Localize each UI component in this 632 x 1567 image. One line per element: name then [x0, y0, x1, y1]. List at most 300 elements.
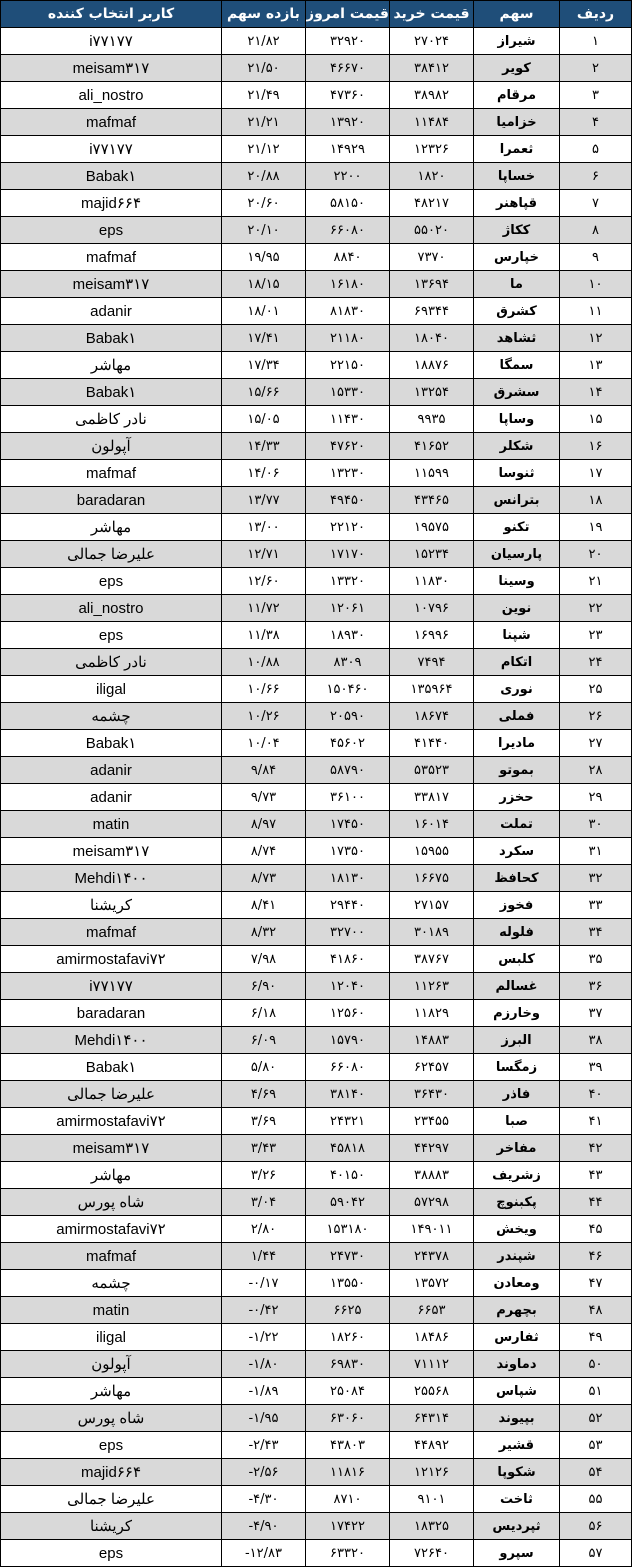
buy-price-cell: ۴۱۶۵۲ — [390, 433, 474, 460]
user-cell: eps — [1, 1432, 222, 1459]
return-cell: ۸/۹۷ — [222, 811, 306, 838]
table-row — [1, 784, 632, 811]
symbol-cell: پارسیان — [474, 541, 560, 568]
today-price-cell: ۴۳۸۰۳ — [306, 1432, 390, 1459]
rank-cell: ۵۲ — [560, 1405, 632, 1432]
rank-cell: ۳۱ — [560, 838, 632, 865]
table-row — [1, 1027, 632, 1054]
user-cell: mafmaf — [1, 244, 222, 271]
symbol-cell: فملی — [474, 703, 560, 730]
rank-cell: ۵۴ — [560, 1459, 632, 1486]
return-cell: -۱/۸۹ — [222, 1378, 306, 1405]
return-cell: ۱۰/۰۴ — [222, 730, 306, 757]
table-row — [1, 649, 632, 676]
rank-cell: ۵۳ — [560, 1432, 632, 1459]
return-cell: ۳/۴۳ — [222, 1135, 306, 1162]
return-cell: -۲/۵۶ — [222, 1459, 306, 1486]
user-cell: eps — [1, 217, 222, 244]
buy-price-cell: ۳۶۴۳۰ — [390, 1081, 474, 1108]
symbol-cell: شکلر — [474, 433, 560, 460]
table-row — [1, 1243, 632, 1270]
today-price-cell: ۸۱۸۳۰ — [306, 298, 390, 325]
rank-cell: ۳ — [560, 82, 632, 109]
buy-price-cell: ۳۸۷۶۷ — [390, 946, 474, 973]
today-price-cell: ۶۶۲۵ — [306, 1297, 390, 1324]
buy-price-cell: ۴۱۴۴۰ — [390, 730, 474, 757]
table-row — [1, 1135, 632, 1162]
rank-cell: ۴۱ — [560, 1108, 632, 1135]
today-price-cell: ۱۱۸۱۶ — [306, 1459, 390, 1486]
table-row — [1, 271, 632, 298]
return-cell: ۶/۱۸ — [222, 1000, 306, 1027]
user-cell: meisam۳۱۷ — [1, 838, 222, 865]
user-cell: چشمه — [1, 1270, 222, 1297]
buy-price-cell: ۱۵۲۳۴ — [390, 541, 474, 568]
today-price-cell: ۱۳۹۲۰ — [306, 109, 390, 136]
today-price-cell: ۳۶۱۰۰ — [306, 784, 390, 811]
return-cell: ۶/۹۰ — [222, 973, 306, 1000]
buy-price-cell: ۱۳۶۹۴ — [390, 271, 474, 298]
user-cell: iligal — [1, 676, 222, 703]
table-row — [1, 298, 632, 325]
symbol-cell: فلوله — [474, 919, 560, 946]
table-row — [1, 1189, 632, 1216]
symbol-cell: پکبنوچ — [474, 1189, 560, 1216]
buy-price-cell: ۱۱۴۸۴ — [390, 109, 474, 136]
table-row — [1, 1000, 632, 1027]
buy-price-cell: ۱۸۴۸۶ — [390, 1324, 474, 1351]
return-cell: ۲۰/۶۰ — [222, 190, 306, 217]
rank-cell: ۲۱ — [560, 568, 632, 595]
user-cell: ali_nostro — [1, 82, 222, 109]
rank-cell: ۲۶ — [560, 703, 632, 730]
return-cell: ۱۵/۰۵ — [222, 406, 306, 433]
table-row — [1, 325, 632, 352]
user-cell: mafmaf — [1, 109, 222, 136]
symbol-cell: بموتو — [474, 757, 560, 784]
return-cell: ۲۱/۸۲ — [222, 28, 306, 55]
buy-price-cell: ۱۳۲۵۴ — [390, 379, 474, 406]
buy-price-cell: ۲۷۱۵۷ — [390, 892, 474, 919]
table-body — [1, 28, 632, 1567]
user-cell: کریشنا — [1, 1513, 222, 1540]
buy-price-cell: ۳۸۸۸۳ — [390, 1162, 474, 1189]
symbol-cell: صبا — [474, 1108, 560, 1135]
today-price-cell: ۸۷۱۰ — [306, 1486, 390, 1513]
buy-price-cell: ۴۸۲۱۷ — [390, 190, 474, 217]
user-cell: آپولون — [1, 433, 222, 460]
header-buy-price: قیمت خرید — [390, 1, 474, 28]
table-row — [1, 946, 632, 973]
rank-cell: ۴۳ — [560, 1162, 632, 1189]
return-cell: ۱۴/۳۳ — [222, 433, 306, 460]
return-cell: ۹/۸۴ — [222, 757, 306, 784]
symbol-cell: نوری — [474, 676, 560, 703]
today-price-cell: ۶۶۰۸۰ — [306, 217, 390, 244]
table-row — [1, 487, 632, 514]
buy-price-cell: ۱۸۶۷۴ — [390, 703, 474, 730]
buy-price-cell: ۱۱۵۹۹ — [390, 460, 474, 487]
rank-cell: ۲۷ — [560, 730, 632, 757]
today-price-cell: ۱۸۲۶۰ — [306, 1324, 390, 1351]
buy-price-cell: ۱۴۹۰۱۱ — [390, 1216, 474, 1243]
user-cell: meisam۳۱۷ — [1, 271, 222, 298]
buy-price-cell: ۱۶۹۹۶ — [390, 622, 474, 649]
return-cell: -۰/۱۷ — [222, 1270, 306, 1297]
user-cell: Babak۱ — [1, 379, 222, 406]
table-row — [1, 1378, 632, 1405]
today-price-cell: ۱۳۳۲۰ — [306, 568, 390, 595]
table-row — [1, 1054, 632, 1081]
symbol-cell: ومعادن — [474, 1270, 560, 1297]
header-return: بازده سهم — [222, 1, 306, 28]
buy-price-cell: ۱۹۵۷۵ — [390, 514, 474, 541]
today-price-cell: ۲۵۰۸۴ — [306, 1378, 390, 1405]
return-cell: ۱/۴۴ — [222, 1243, 306, 1270]
buy-price-cell: ۱۳۵۹۶۴ — [390, 676, 474, 703]
today-price-cell: ۲۲۱۵۰ — [306, 352, 390, 379]
user-cell: adanir — [1, 757, 222, 784]
today-price-cell: ۸۸۴۰ — [306, 244, 390, 271]
rank-cell: ۱ — [560, 28, 632, 55]
return-cell: ۱۰/۸۸ — [222, 649, 306, 676]
return-cell: ۱۵/۶۶ — [222, 379, 306, 406]
return-cell: ۱۱/۳۸ — [222, 622, 306, 649]
table-row — [1, 811, 632, 838]
table-row — [1, 82, 632, 109]
today-price-cell: ۳۲۹۲۰ — [306, 28, 390, 55]
return-cell: ۱۰/۶۶ — [222, 676, 306, 703]
buy-price-cell: ۵۷۲۹۸ — [390, 1189, 474, 1216]
user-cell: مهاشر — [1, 1378, 222, 1405]
symbol-cell: البرز — [474, 1027, 560, 1054]
return-cell: ۹/۷۳ — [222, 784, 306, 811]
today-price-cell: ۴۹۴۵۰ — [306, 487, 390, 514]
return-cell: ۳/۲۶ — [222, 1162, 306, 1189]
user-cell: baradaran — [1, 1000, 222, 1027]
table-row — [1, 1513, 632, 1540]
return-cell: ۱۰/۲۶ — [222, 703, 306, 730]
buy-price-cell: ۳۳۸۱۷ — [390, 784, 474, 811]
symbol-cell: شیراز — [474, 28, 560, 55]
return-cell: ۲/۸۰ — [222, 1216, 306, 1243]
return-cell: -۴/۳۰ — [222, 1486, 306, 1513]
symbol-cell: زشریف — [474, 1162, 560, 1189]
today-price-cell: ۴۷۳۶۰ — [306, 82, 390, 109]
today-price-cell: ۲۱۱۸۰ — [306, 325, 390, 352]
today-price-cell: ۱۵۰۴۶۰ — [306, 676, 390, 703]
return-cell: ۳/۰۴ — [222, 1189, 306, 1216]
user-cell: چشمه — [1, 703, 222, 730]
rank-cell: ۵۱ — [560, 1378, 632, 1405]
rank-cell: ۳۰ — [560, 811, 632, 838]
symbol-cell: سشرق — [474, 379, 560, 406]
return-cell: ۱۳/۰۰ — [222, 514, 306, 541]
buy-price-cell: ۶۴۳۱۴ — [390, 1405, 474, 1432]
return-cell: ۱۲/۶۰ — [222, 568, 306, 595]
today-price-cell: ۶۶۰۸۰ — [306, 1054, 390, 1081]
table-row — [1, 1540, 632, 1567]
buy-price-cell: ۱۰۷۹۶ — [390, 595, 474, 622]
buy-price-cell: ۵۵۰۲۰ — [390, 217, 474, 244]
symbol-cell: وسینا — [474, 568, 560, 595]
user-cell: majid۶۶۴ — [1, 1459, 222, 1486]
table-row — [1, 838, 632, 865]
user-cell: meisam۳۱۷ — [1, 1135, 222, 1162]
table-row — [1, 892, 632, 919]
return-cell: -۱/۹۵ — [222, 1405, 306, 1432]
rank-cell: ۴۲ — [560, 1135, 632, 1162]
buy-price-cell: ۷۱۱۱۲ — [390, 1351, 474, 1378]
user-cell: iligal — [1, 1324, 222, 1351]
table-row — [1, 1405, 632, 1432]
today-price-cell: ۱۶۱۸۰ — [306, 271, 390, 298]
today-price-cell: ۱۵۳۱۸۰ — [306, 1216, 390, 1243]
table-row — [1, 757, 632, 784]
buy-price-cell: ۷۳۷۰ — [390, 244, 474, 271]
today-price-cell: ۴۵۸۱۸ — [306, 1135, 390, 1162]
return-cell: ۷/۹۸ — [222, 946, 306, 973]
rank-cell: ۳۶ — [560, 973, 632, 1000]
symbol-cell: ثفارس — [474, 1324, 560, 1351]
rank-cell: ۵۶ — [560, 1513, 632, 1540]
user-cell: آپولون — [1, 1351, 222, 1378]
user-cell: i۷۷۱۷۷ — [1, 973, 222, 1000]
symbol-cell: ما — [474, 271, 560, 298]
table-row — [1, 514, 632, 541]
return-cell: ۳/۶۹ — [222, 1108, 306, 1135]
user-cell: علیرضا جمالی — [1, 1081, 222, 1108]
user-cell: مهاشر — [1, 1162, 222, 1189]
symbol-cell: مرقام — [474, 82, 560, 109]
symbol-cell: کلبس — [474, 946, 560, 973]
table-row — [1, 595, 632, 622]
today-price-cell: ۴۵۶۰۲ — [306, 730, 390, 757]
rank-cell: ۴۶ — [560, 1243, 632, 1270]
symbol-cell: زمگسا — [474, 1054, 560, 1081]
buy-price-cell: ۶۲۴۵۷ — [390, 1054, 474, 1081]
symbol-cell: تملت — [474, 811, 560, 838]
rank-cell: ۴۹ — [560, 1324, 632, 1351]
rank-cell: ۱۳ — [560, 352, 632, 379]
symbol-cell: وخارزم — [474, 1000, 560, 1027]
buy-price-cell: ۹۱۰۱ — [390, 1486, 474, 1513]
today-price-cell: ۴۷۶۲۰ — [306, 433, 390, 460]
user-cell: مهاشر — [1, 352, 222, 379]
rank-cell: ۳۷ — [560, 1000, 632, 1027]
today-price-cell: ۲۲۰۰ — [306, 163, 390, 190]
buy-price-cell: ۱۴۸۸۳ — [390, 1027, 474, 1054]
buy-price-cell: ۹۹۳۵ — [390, 406, 474, 433]
user-cell: مهاشر — [1, 514, 222, 541]
today-price-cell: ۱۲۰۶۱ — [306, 595, 390, 622]
rank-cell: ۴۰ — [560, 1081, 632, 1108]
return-cell: ۱۹/۹۵ — [222, 244, 306, 271]
return-cell: ۱۳/۷۷ — [222, 487, 306, 514]
rank-cell: ۲۲ — [560, 595, 632, 622]
return-cell: ۶/۰۹ — [222, 1027, 306, 1054]
return-cell: ۲۱/۲۱ — [222, 109, 306, 136]
today-price-cell: ۵۸۱۵۰ — [306, 190, 390, 217]
table-row — [1, 919, 632, 946]
symbol-cell: تکنو — [474, 514, 560, 541]
table-row — [1, 541, 632, 568]
today-price-cell: ۱۷۴۵۰ — [306, 811, 390, 838]
return-cell: ۱۷/۳۴ — [222, 352, 306, 379]
today-price-cell: ۱۵۷۹۰ — [306, 1027, 390, 1054]
buy-price-cell: ۱۵۹۵۵ — [390, 838, 474, 865]
table-row — [1, 1081, 632, 1108]
today-price-cell: ۱۱۴۳۰ — [306, 406, 390, 433]
user-cell: eps — [1, 1540, 222, 1567]
buy-price-cell: ۳۰۱۸۹ — [390, 919, 474, 946]
buy-price-cell: ۶۶۵۳ — [390, 1297, 474, 1324]
buy-price-cell: ۱۶۰۱۴ — [390, 811, 474, 838]
symbol-cell: قپاهنر — [474, 190, 560, 217]
user-cell: mafmaf — [1, 919, 222, 946]
rank-cell: ۲۴ — [560, 649, 632, 676]
rank-cell: ۳۵ — [560, 946, 632, 973]
today-price-cell: ۱۳۲۳۰ — [306, 460, 390, 487]
rank-cell: ۲۵ — [560, 676, 632, 703]
symbol-cell: ثاخت — [474, 1486, 560, 1513]
return-cell: ۲۱/۴۹ — [222, 82, 306, 109]
table-row — [1, 1162, 632, 1189]
today-price-cell: ۵۹۰۴۲ — [306, 1189, 390, 1216]
table-row — [1, 109, 632, 136]
rank-cell: ۱۸ — [560, 487, 632, 514]
symbol-cell: اتکام — [474, 649, 560, 676]
user-cell: ali_nostro — [1, 595, 222, 622]
return-cell: ۲۰/۱۰ — [222, 217, 306, 244]
rank-cell: ۱۶ — [560, 433, 632, 460]
user-cell: i۷۷۱۷۷ — [1, 136, 222, 163]
buy-price-cell: ۱۱۸۲۹ — [390, 1000, 474, 1027]
buy-price-cell: ۱۲۳۲۶ — [390, 136, 474, 163]
symbol-cell: ثعمرا — [474, 136, 560, 163]
user-cell: amirmostafavi۷۲ — [1, 1108, 222, 1135]
return-cell: ۱۸/۱۵ — [222, 271, 306, 298]
table-row — [1, 460, 632, 487]
symbol-cell: کویر — [474, 55, 560, 82]
today-price-cell: ۱۸۱۳۰ — [306, 865, 390, 892]
rank-cell: ۱۴ — [560, 379, 632, 406]
buy-price-cell: ۱۱۸۳۰ — [390, 568, 474, 595]
table-row — [1, 28, 632, 55]
table-row — [1, 1297, 632, 1324]
today-price-cell: ۱۷۳۵۰ — [306, 838, 390, 865]
rank-cell: ۶ — [560, 163, 632, 190]
table-row — [1, 244, 632, 271]
symbol-cell: بترانس — [474, 487, 560, 514]
return-cell: ۵/۸۰ — [222, 1054, 306, 1081]
rank-cell: ۱۹ — [560, 514, 632, 541]
user-cell: adanir — [1, 298, 222, 325]
user-cell: majid۶۶۴ — [1, 190, 222, 217]
symbol-cell: ثنوسا — [474, 460, 560, 487]
return-cell: -۰/۴۲ — [222, 1297, 306, 1324]
return-cell: ۸/۷۴ — [222, 838, 306, 865]
today-price-cell: ۱۲۵۶۰ — [306, 1000, 390, 1027]
buy-price-cell: ۱۱۲۶۳ — [390, 973, 474, 1000]
buy-price-cell: ۶۹۳۴۴ — [390, 298, 474, 325]
rank-cell: ۳۴ — [560, 919, 632, 946]
symbol-cell: بپیوند — [474, 1405, 560, 1432]
table-row — [1, 568, 632, 595]
table-row — [1, 1351, 632, 1378]
rank-cell: ۵۵ — [560, 1486, 632, 1513]
table-row — [1, 55, 632, 82]
rank-cell: ۳۲ — [560, 865, 632, 892]
today-price-cell: ۱۷۴۲۲ — [306, 1513, 390, 1540]
table-row — [1, 1486, 632, 1513]
today-price-cell: ۶۹۸۳۰ — [306, 1351, 390, 1378]
return-cell: -۱/۲۲ — [222, 1324, 306, 1351]
table-row — [1, 1270, 632, 1297]
buy-price-cell: ۲۴۳۷۸ — [390, 1243, 474, 1270]
user-cell: matin — [1, 811, 222, 838]
buy-price-cell: ۷۴۹۴ — [390, 649, 474, 676]
today-price-cell: ۱۸۹۳۰ — [306, 622, 390, 649]
table-header-row — [1, 1, 632, 28]
return-cell: ۸/۳۲ — [222, 919, 306, 946]
symbol-cell: کحافظ — [474, 865, 560, 892]
rank-cell: ۷ — [560, 190, 632, 217]
today-price-cell: ۳۸۱۴۰ — [306, 1081, 390, 1108]
table-row — [1, 703, 632, 730]
rank-cell: ۵ — [560, 136, 632, 163]
rank-cell: ۱۰ — [560, 271, 632, 298]
table-row — [1, 1216, 632, 1243]
table-row — [1, 190, 632, 217]
table-row — [1, 1324, 632, 1351]
rank-cell: ۴ — [560, 109, 632, 136]
user-cell: mafmaf — [1, 460, 222, 487]
symbol-cell: ثپردیس — [474, 1513, 560, 1540]
symbol-cell: قشیر — [474, 1432, 560, 1459]
today-price-cell: ۴۱۸۶۰ — [306, 946, 390, 973]
today-price-cell: ۵۸۷۹۰ — [306, 757, 390, 784]
table-row — [1, 1432, 632, 1459]
symbol-cell: وساپا — [474, 406, 560, 433]
user-cell: Babak۱ — [1, 730, 222, 757]
user-cell: نادر کاظمی — [1, 406, 222, 433]
return-cell: -۴/۹۰ — [222, 1513, 306, 1540]
return-cell: ۴/۶۹ — [222, 1081, 306, 1108]
rank-cell: ۳۳ — [560, 892, 632, 919]
symbol-cell: بچهرم — [474, 1297, 560, 1324]
rank-cell: ۲۸ — [560, 757, 632, 784]
buy-price-cell: ۴۴۲۹۷ — [390, 1135, 474, 1162]
buy-price-cell: ۴۳۴۶۵ — [390, 487, 474, 514]
user-cell: adanir — [1, 784, 222, 811]
rank-cell: ۵۷ — [560, 1540, 632, 1567]
today-price-cell: ۲۹۴۴۰ — [306, 892, 390, 919]
buy-price-cell: ۱۸۳۲۵ — [390, 1513, 474, 1540]
today-price-cell: ۴۰۱۵۰ — [306, 1162, 390, 1189]
symbol-cell: خساپا — [474, 163, 560, 190]
return-cell: ۱۷/۴۱ — [222, 325, 306, 352]
header-rank: ردیف — [560, 1, 632, 28]
rank-cell: ۲۰ — [560, 541, 632, 568]
symbol-cell: فخوز — [474, 892, 560, 919]
today-price-cell: ۲۴۷۳۰ — [306, 1243, 390, 1270]
user-cell: نادر کاظمی — [1, 649, 222, 676]
user-cell: Mehdi۱۴۰۰ — [1, 1027, 222, 1054]
rank-cell: ۱۱ — [560, 298, 632, 325]
rank-cell: ۱۲ — [560, 325, 632, 352]
buy-price-cell: ۵۳۵۲۳ — [390, 757, 474, 784]
